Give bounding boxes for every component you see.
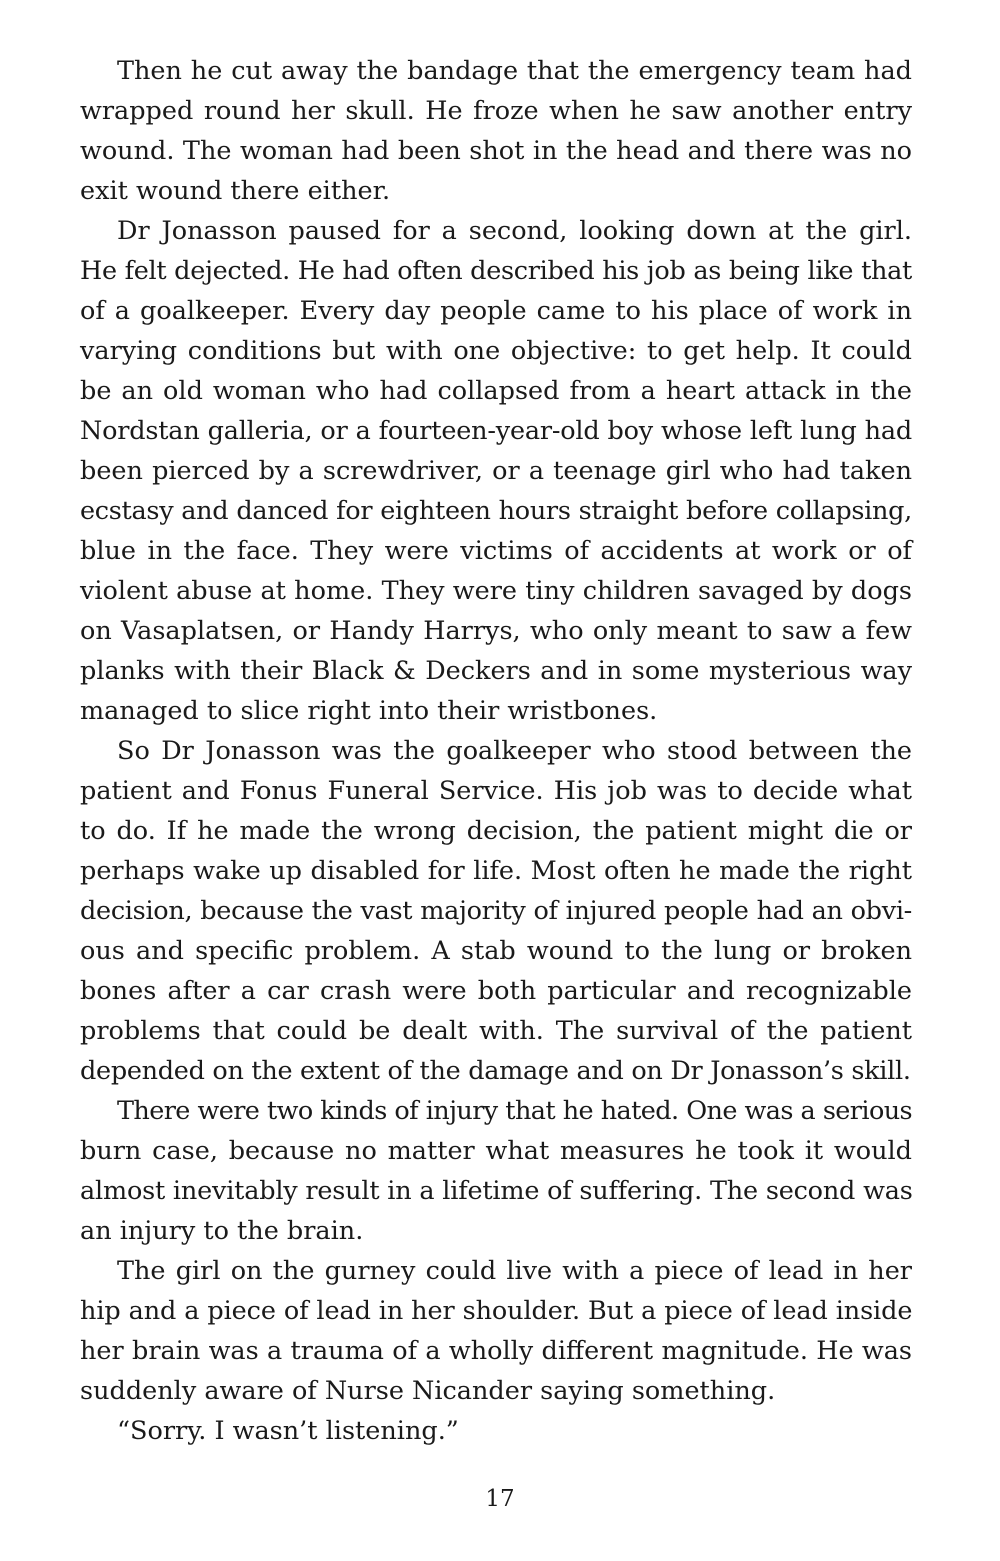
paragraph [80,1091,912,1251]
page-number: 17 [485,1486,515,1512]
text-line: been pierced by a screwdriver, or a teenage girl who had taken [80,456,912,486]
paragraph [80,211,912,731]
text-line: almost inevitably result in a lifetime of suffering. The second was [80,1176,913,1206]
text-line: bones after a car crash were both particular and recognizable [80,976,912,1006]
text-line: of a goalkeeper. Every day people came to his place of work in [80,296,912,326]
text-line: problems that could be dealt with. The survival of the patient [80,1016,912,1046]
text-line: wound. The woman had been shot in the head and there was no [80,136,912,166]
paragraph [80,1251,912,1411]
text-line: patient and Fonus Funeral Service. His job was to decide what [80,776,912,806]
text-line: The girl on the gurney could live with a piece of lead in her [117,1256,912,1286]
text-line: decision, because the vast majority of injured people had an obvi- [80,896,912,926]
paragraph [80,51,912,211]
text-line: her brain was a trauma of a wholly different magnitude. He was [80,1336,912,1366]
text-line: managed to slice right into their wristbones. [80,696,658,726]
text-line: hip and a piece of lead in her shoulder. But a piece of lead inside [80,1296,913,1326]
text-line: varying conditions but with one objective: to get help. It could [80,336,912,366]
text-line: There were two kinds of injury that he hated. One was a serious [117,1096,912,1126]
text-line: violent abuse at home. They were tiny children savaged by dogs [80,576,912,606]
text-line: planks with their Black & Deckers and in some mysterious way [80,656,912,686]
text-line: exit wound there either. [80,176,391,206]
text-line: Nordstan galleria, or a fourteen-year-old boy whose left lung had [80,416,912,446]
text-line: be an old woman who had collapsed from a heart attack in the [80,376,912,406]
paragraph [80,731,912,1091]
text-line: ous and specific problem. A stab wound to the lung or broken [80,936,912,966]
text-line: suddenly aware of Nurse Nicander saying something. [80,1376,776,1406]
text-line: ecstasy and danced for eighteen hours straight before collapsing, [80,496,912,526]
text-line: Then he cut away the bandage that the emergency team had [117,56,912,86]
text-line: blue in the face. They were victims of accidents at work or of [80,536,912,566]
text-line: on Vasaplatsen, or Handy Harrys, who only meant to saw a few [80,616,912,646]
text-line: an injury to the brain. [80,1216,364,1246]
text-line: depended on the extent of the damage and on Dr Jonasson’s skill. [80,1056,911,1086]
text-line: He felt dejected. He had often described his job as being like that [80,256,912,286]
text-line: So Dr Jonasson was the goalkeeper who stood between the [117,736,912,766]
text-line: “Sorry. I wasn’t listening.” [117,1416,459,1446]
paragraph [80,1411,912,1451]
text-line: to do. If he made the wrong decision, the patient might die or [80,816,912,846]
text-line: Dr Jonasson paused for a second, looking down at the girl. [117,216,912,246]
text-line: perhaps wake up disabled for life. Most often he made the right [80,856,912,886]
text-line: wrapped round her skull. He froze when he saw another entry [80,96,912,126]
text-line: burn case, because no matter what measures he took it would [80,1136,912,1166]
body-text [80,51,912,1451]
